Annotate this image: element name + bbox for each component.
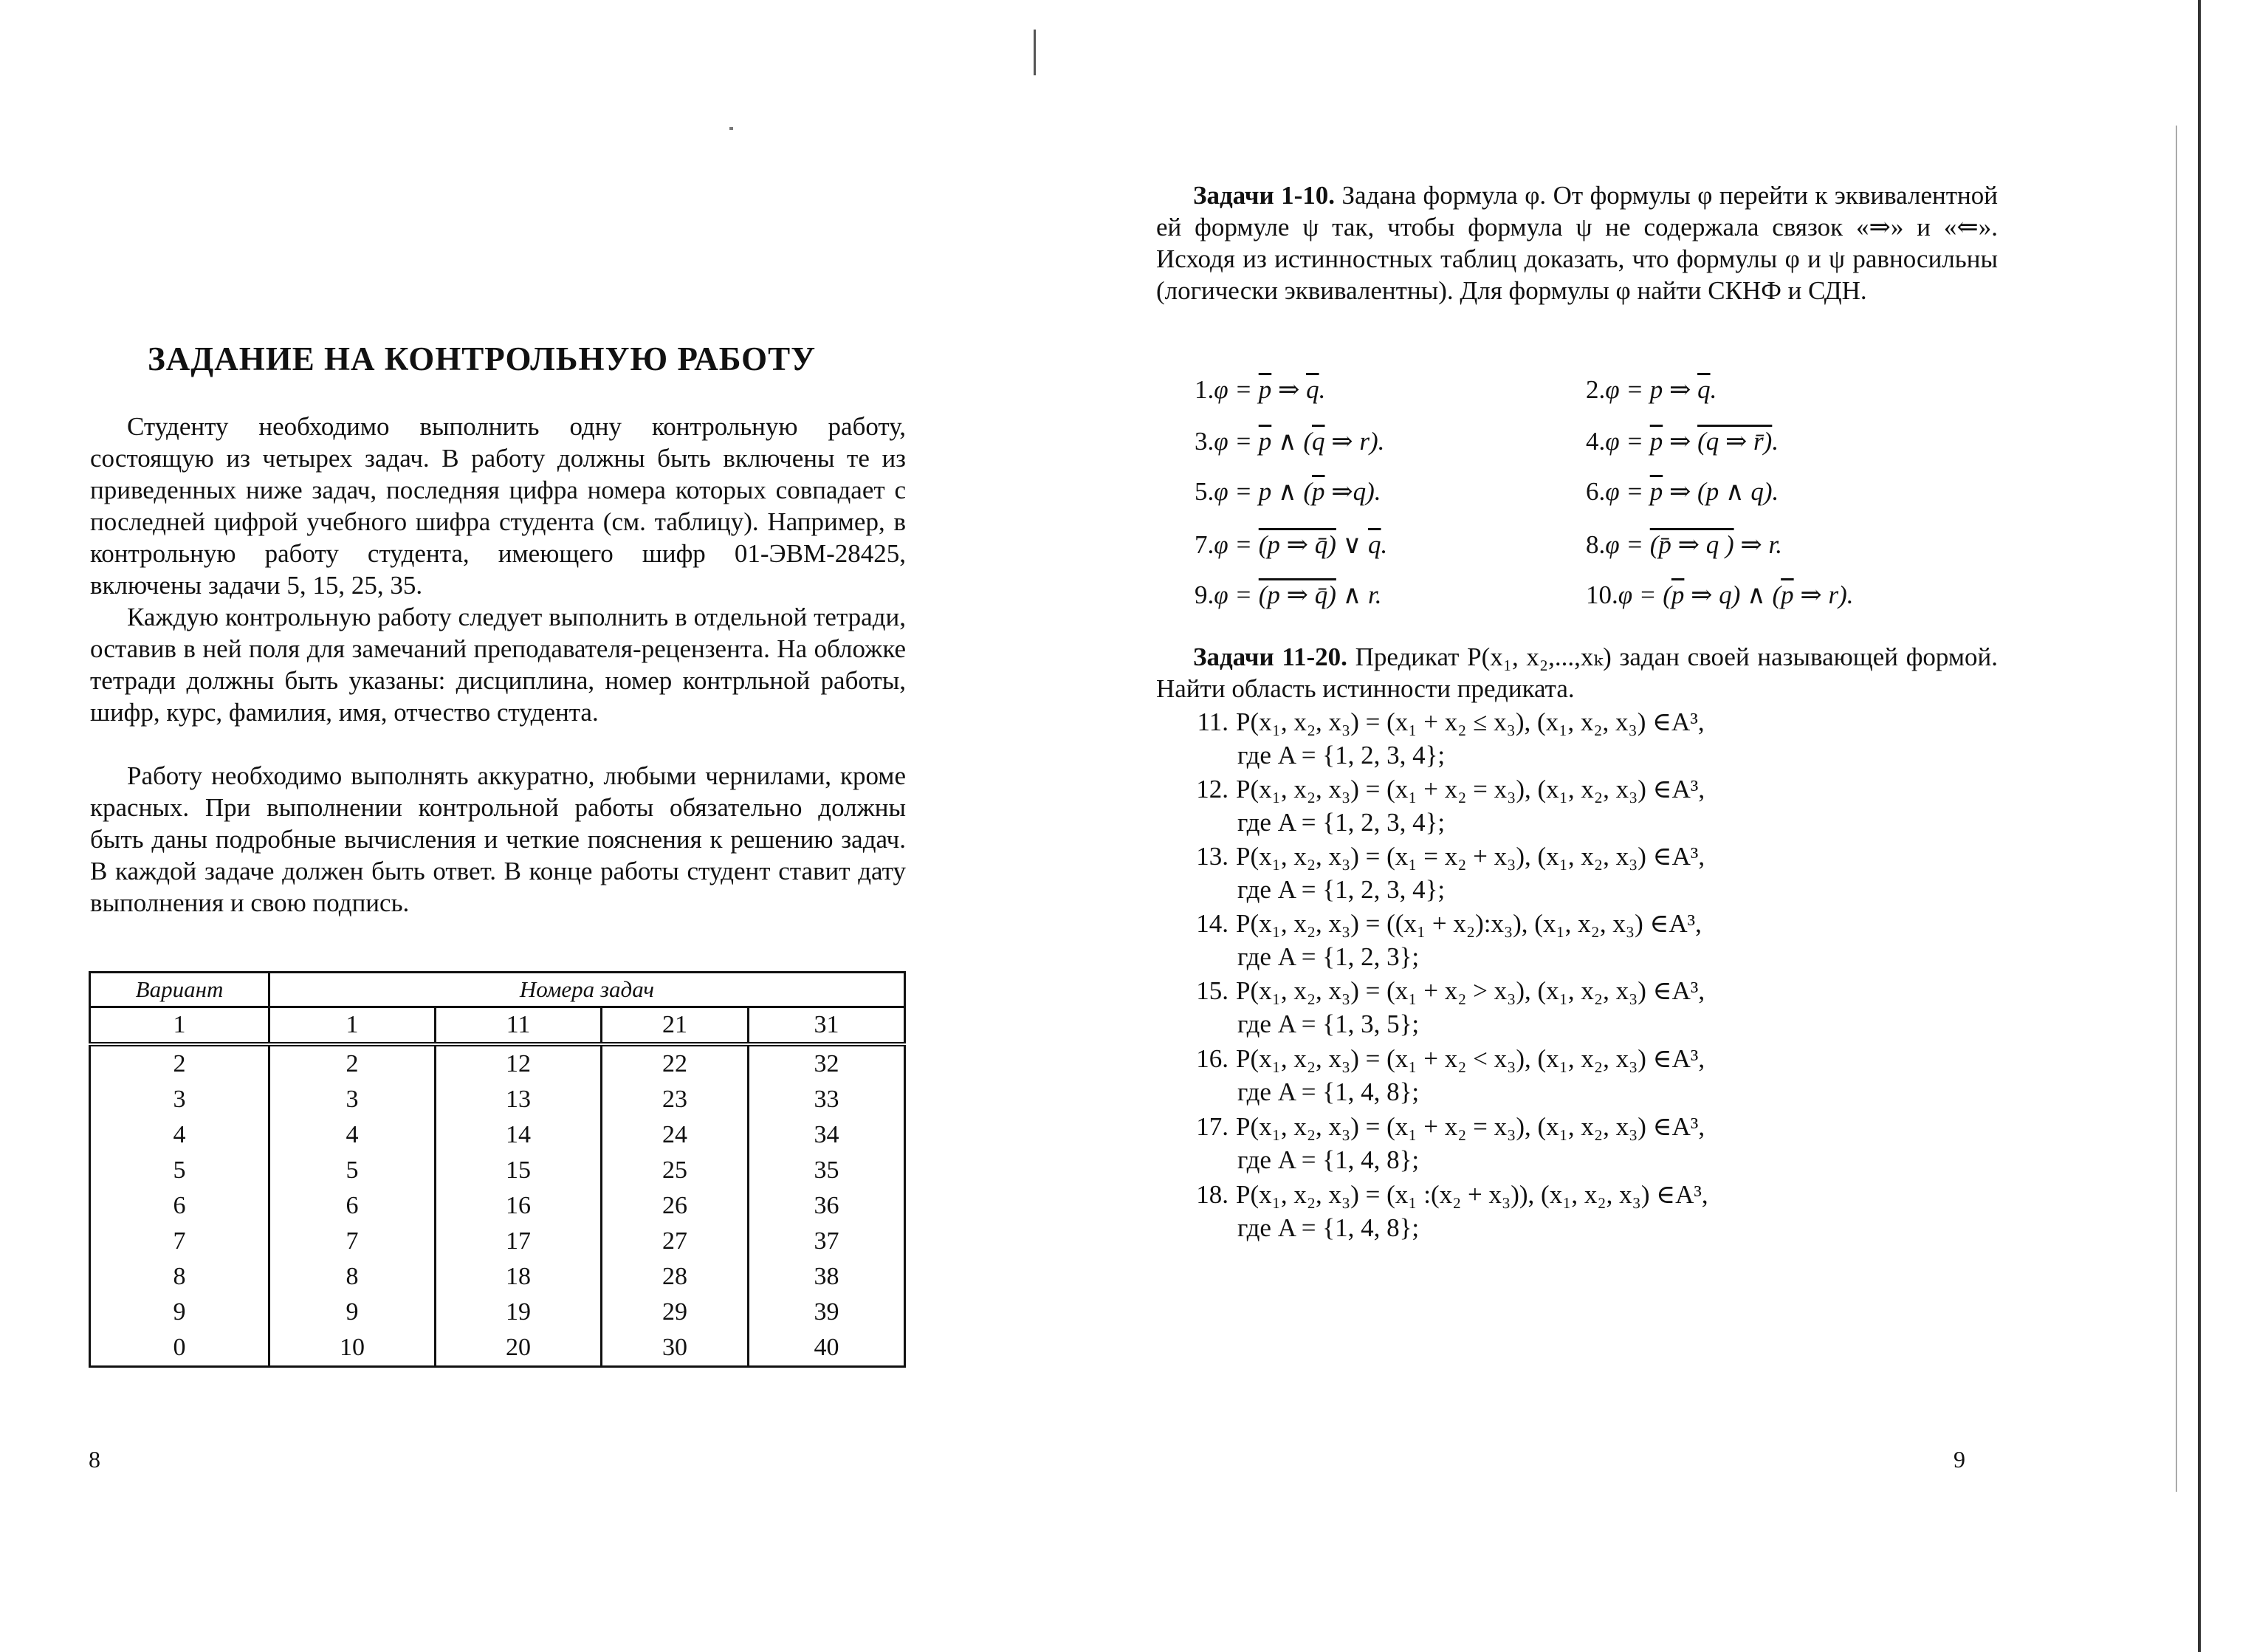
- task-number-cell: 14: [436, 1117, 602, 1153]
- right-page: [1134, 0, 2268, 1652]
- paragraph-1: [90, 411, 906, 601]
- formula-6: $6.\varphi = \overline{p}$ ⇒ (p ∧ q).: [1586, 477, 1779, 506]
- tasks-1-10-heading: Задачи 1-10.: [1193, 181, 1336, 210]
- paragraph-2: [90, 601, 906, 728]
- formula-1: $1.\varphi = \overline{p}$ ⇒ $\overline{q}$.: [1195, 375, 1326, 404]
- variant-cell: 4: [90, 1117, 269, 1153]
- predicate-number: 17.: [1196, 1112, 1228, 1141]
- task-number-cell: 8: [269, 1259, 436, 1295]
- formula-3: $3.\varphi = \overline{p}$ ∧ ($\overline{q}$ ⇒ r).: [1195, 427, 1385, 456]
- table-row: [90, 1330, 905, 1367]
- table-row: [90, 1224, 905, 1259]
- task-number-cell: 28: [602, 1259, 749, 1295]
- task-number-cell: 32: [749, 1044, 905, 1082]
- paragraph-3: [90, 760, 906, 919]
- task-number-cell: 34: [749, 1117, 905, 1153]
- variant-cell: 6: [90, 1188, 269, 1224]
- page-number-right: 9: [1953, 1446, 1965, 1473]
- formula-4: $4.\varphi = \overline{p}$ ⇒ (q ⇒ r̄).: [1586, 427, 1779, 456]
- variant-cell: 1: [90, 1007, 269, 1045]
- predicate-task: [1178, 976, 1705, 1006]
- predicate-number: 13.: [1196, 842, 1228, 871]
- formula-5: 5.φ = p ∧ ($\overline{p}$ ⇒q).: [1195, 477, 1381, 506]
- task-number-cell: 3: [269, 1082, 436, 1117]
- task-number-cell: 2: [269, 1044, 436, 1082]
- tasks-1-10-intro: [1156, 179, 1998, 306]
- formula-8: 8.φ = (p̄ ⇒ q ) ⇒ r.: [1586, 530, 1782, 559]
- predicate-domain: где A = {1, 2, 3};: [1237, 942, 1420, 971]
- task-number-cell: 37: [749, 1224, 905, 1259]
- task-variant-table: [89, 971, 906, 1368]
- predicate-domain: где A = {1, 4, 8};: [1237, 1145, 1420, 1174]
- predicate-expression: P(x₁, x₂, x₃) = (x₁ + x₂ > x₃), (x₁, x₂, x₃) ∈A³,: [1236, 976, 1705, 1005]
- task-number-cell: 27: [602, 1224, 749, 1259]
- task-number-cell: 1: [269, 1007, 436, 1045]
- predicate-number: 15.: [1196, 976, 1228, 1005]
- formula-7: 7.φ = (p ⇒ q̄) ∨ $\overline{q}$.: [1195, 530, 1388, 559]
- formula-10: $10.\varphi = (\overline{p}$ ⇒ q) ∧ ($\overline{p}$ ⇒ r).: [1586, 580, 1854, 609]
- header-task-numbers: Номера задач: [269, 973, 905, 1007]
- task-number-cell: 33: [749, 1082, 905, 1117]
- predicate-expression: P(x₁, x₂, x₃) = (x₁ + x₂ = x₃), (x₁, x₂, x₃) ∈A³,: [1236, 775, 1705, 803]
- predicate-expression: P(x₁, x₂, x₃) = ((x₁ + x₂):x₃), (x₁, x₂, x₃) ∈A³,: [1236, 909, 1702, 938]
- table-header-row: [90, 973, 905, 1007]
- predicate-domain: где A = {1, 2, 3, 4};: [1237, 741, 1446, 770]
- scan-speck: [729, 127, 733, 130]
- page-edge: [2198, 0, 2201, 1652]
- predicate-task: [1178, 707, 1705, 737]
- task-number-cell: 36: [749, 1188, 905, 1224]
- predicate-expression: P(x₁, x₂, x₃) = (x₁ = x₂ + x₃), (x₁, x₂, x₃) ∈A³,: [1236, 842, 1705, 871]
- task-number-cell: 16: [436, 1188, 602, 1224]
- task-number-cell: 6: [269, 1188, 436, 1224]
- predicate-task: [1178, 775, 1705, 804]
- task-number-cell: 21: [602, 1007, 749, 1045]
- table-row: [90, 1007, 905, 1045]
- task-number-cell: 24: [602, 1117, 749, 1153]
- predicate-expression: P(x₁, x₂, x₃) = (x₁ + x₂ = x₃), (x₁, x₂, x₃) ∈A³,: [1236, 1112, 1705, 1141]
- variant-cell: 5: [90, 1153, 269, 1188]
- gutter-mark: [1034, 30, 1036, 75]
- task-number-cell: 4: [269, 1117, 436, 1153]
- predicate-expression: P(x₁, x₂, x₃) = (x₁ :(x₂ + x₃)), (x₁, x₂, x₃) ∈A³,: [1236, 1180, 1708, 1209]
- predicate-number: 12.: [1196, 775, 1228, 803]
- table-body: [90, 1007, 905, 1367]
- task-number-cell: 11: [436, 1007, 602, 1045]
- paragraph-3-text: Работу необходимо выполнять аккуратно, любыми чернилами, кроме красных. При выполнении контрольной работы обязательно должны быть даны подробные вычисления и четкие пояснения к решению задач. В каждой задаче должен быть ответ. В конце работы студент ставит дату выполнения и свою подпись.: [90, 761, 906, 917]
- tasks-1-10-text: Задана формула φ. От формулы φ перейти к эквивалентной ей формуле ψ так, чтобы формула ψ не содержала связок «⇒» и «⇐». Исходя из истинностных таблиц доказать, что формулы φ и ψ равносильны (логически эквивалентны). Для формулы φ найти СКНФ и СДН.: [1156, 181, 1998, 305]
- predicate-task: [1178, 909, 1702, 939]
- task-number-cell: 23: [602, 1082, 749, 1117]
- variant-cell: 8: [90, 1259, 269, 1295]
- task-number-cell: 38: [749, 1259, 905, 1295]
- task-number-cell: 31: [749, 1007, 905, 1045]
- table-row: [90, 1044, 905, 1082]
- variant-cell: 7: [90, 1224, 269, 1259]
- task-number-cell: 9: [269, 1295, 436, 1330]
- page-number-left: 8: [89, 1446, 100, 1473]
- table-row: [90, 1117, 905, 1153]
- paragraph-2-text: Каждую контрольную работу следует выполнить в отдельной тетради, оставив в ней поля для замечаний преподавателя-рецензента. На обложке тетради должны быть указаны: дисциплина, номер контрльной работы, шифр, курс, фамилия, имя, отчество студента.: [90, 603, 906, 727]
- table-row: [90, 1295, 905, 1330]
- task-number-cell: 10: [269, 1330, 436, 1367]
- task-number-cell: 25: [602, 1153, 749, 1188]
- task-number-cell: 26: [602, 1188, 749, 1224]
- predicate-number: 14.: [1196, 909, 1228, 938]
- predicate-task: [1178, 1180, 1708, 1210]
- predicate-domain: где A = {1, 2, 3, 4};: [1237, 808, 1446, 837]
- task-number-cell: 19: [436, 1295, 602, 1330]
- table-row: [90, 1082, 905, 1117]
- paragraph-1-text: Студенту необходимо выполнить одну контрольную работу, состоящую из четырех задач. В работу должны быть включены те из приведенных ниже задач, последняя цифра номера которых совпадает с последней цифрой учебного шифра студента (см. таблицу). Например, в контрольную работу студента, имеющего шифр 01-ЭВМ-28425, включены задачи 5, 15, 25, 35.: [90, 412, 906, 600]
- tasks-11-20-intro: [1156, 641, 1998, 705]
- predicate-domain: где A = {1, 2, 3, 4};: [1237, 875, 1446, 904]
- table-row: [90, 1259, 905, 1295]
- task-number-cell: 40: [749, 1330, 905, 1367]
- predicate-task: [1178, 1044, 1705, 1074]
- task-number-cell: 12: [436, 1044, 602, 1082]
- tasks-11-20-text: Предикат P(x₁, x₂,...,xₖ) задан своей называющей формой. Найти область истинности предиката.: [1156, 642, 1998, 703]
- task-number-cell: 20: [436, 1330, 602, 1367]
- predicate-domain: где A = {1, 4, 8};: [1237, 1213, 1420, 1242]
- task-number-cell: 30: [602, 1330, 749, 1367]
- task-number-cell: 22: [602, 1044, 749, 1082]
- table-row: [90, 1153, 905, 1188]
- variant-cell: 2: [90, 1044, 269, 1082]
- predicate-number: 18.: [1196, 1180, 1228, 1209]
- predicate-number: 16.: [1196, 1044, 1228, 1073]
- predicate-task: [1178, 842, 1705, 871]
- predicate-expression: P(x₁, x₂, x₃) = (x₁ + x₂ ≤ x₃), (x₁, x₂, x₃) ∈A³,: [1236, 707, 1705, 736]
- task-number-cell: 5: [269, 1153, 436, 1188]
- page-edge-shadow: [2176, 126, 2177, 1492]
- task-number-cell: 18: [436, 1259, 602, 1295]
- variant-cell: 0: [90, 1330, 269, 1367]
- task-number-cell: 29: [602, 1295, 749, 1330]
- task-number-cell: 39: [749, 1295, 905, 1330]
- tasks-11-20-heading: Задачи 11-20.: [1193, 642, 1347, 671]
- predicate-number: 11.: [1197, 707, 1228, 736]
- task-number-cell: 17: [436, 1224, 602, 1259]
- page-title: ЗАДАНИЕ НА КОНТРОЛЬНУЮ РАБОТУ: [148, 340, 817, 377]
- predicate-domain: где A = {1, 4, 8};: [1237, 1077, 1420, 1106]
- predicate-domain: где A = {1, 3, 5};: [1237, 1010, 1420, 1038]
- table-row: [90, 1188, 905, 1224]
- variant-cell: 3: [90, 1082, 269, 1117]
- task-number-cell: 15: [436, 1153, 602, 1188]
- predicate-task: [1178, 1112, 1705, 1142]
- variant-cell: 9: [90, 1295, 269, 1330]
- predicate-expression: P(x₁, x₂, x₃) = (x₁ + x₂ < x₃), (x₁, x₂, x₃) ∈A³,: [1236, 1044, 1705, 1073]
- header-variant: Вариант: [90, 973, 269, 1007]
- task-number-cell: 7: [269, 1224, 436, 1259]
- task-number-cell: 35: [749, 1153, 905, 1188]
- formula-9: 9.φ = (p ⇒ q̄) ∧ r.: [1195, 580, 1382, 609]
- task-number-cell: 13: [436, 1082, 602, 1117]
- formula-2: 2.φ = p ⇒ $\overline{q}$.: [1586, 375, 1717, 404]
